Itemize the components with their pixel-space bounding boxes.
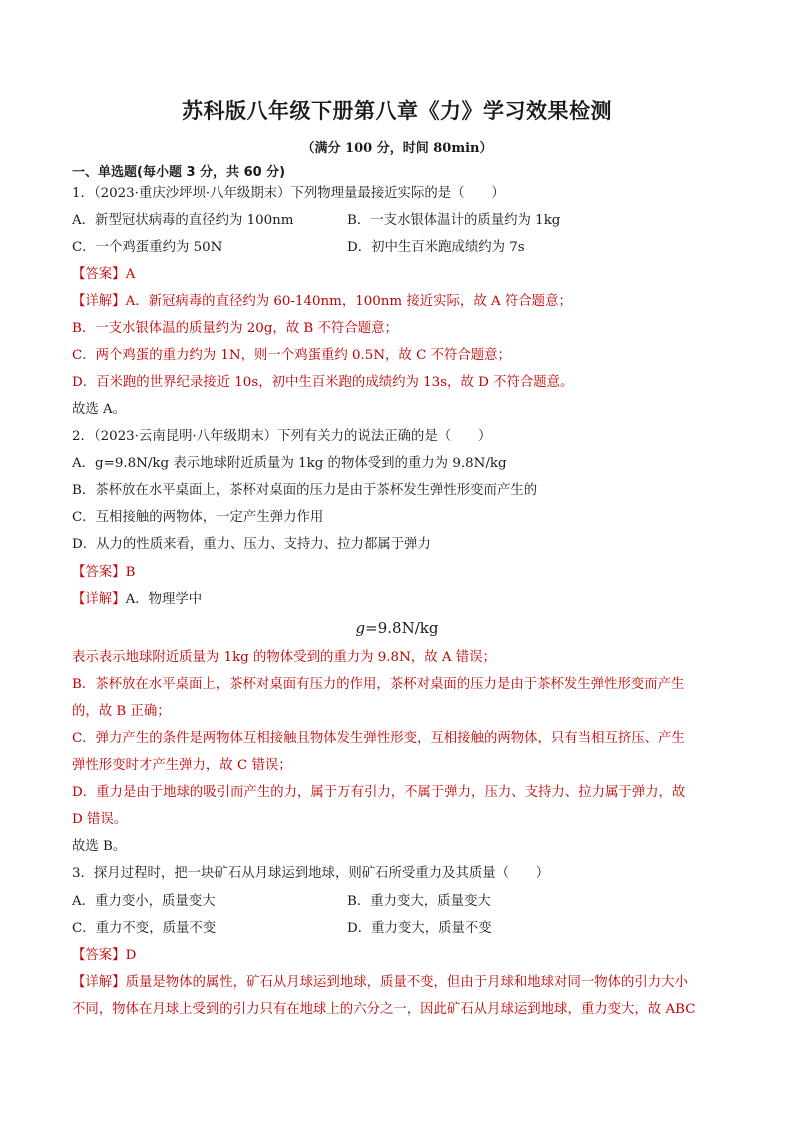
q2-detail-1: 表示表示地球附近质量为 1kg 的物体受到的重力为 9.8N，故 A 错误； xyxy=(72,650,496,665)
q2-detail-2: B．茶杯放在水平桌面上，茶杯对桌面有压力的作用，茶杯对桌面的压力是由于茶杯发生弹性形变而产生 xyxy=(72,677,685,692)
q1-option-c: C．一个鸡蛋重约为 50N xyxy=(72,240,223,255)
q1-detail-c: C．两个鸡蛋的重力约为 1N，则一个鸡蛋重约 0.5N，故 C 不符合题意； xyxy=(72,348,511,363)
q1-answer-value: A xyxy=(125,267,136,282)
q2-stem: 2．（2023·云南昆明·八年级期末）下列有关力的说法正确的是（ ） xyxy=(72,429,492,444)
q2-option-b: B．茶杯放在水平桌面上，茶杯对桌面的压力是由于茶杯发生弹性形变而产生的 xyxy=(72,483,538,498)
q2-detail-3: 的，故 B 正确； xyxy=(72,704,171,719)
detail-tag: 【详解】 xyxy=(72,975,126,990)
q1-option-a: A．新型冠状病毒的直径约为 100nm xyxy=(72,213,294,228)
detail-tag: 【详解】 xyxy=(72,294,126,309)
q1-detail-b: B．一支水银体温的质量约为 20g，故 B 不符合题意； xyxy=(72,321,398,336)
q3-stem: 3．探月过程时，把一块矿石从月球运到地球，则矿石所受重力及其质量（ ） xyxy=(72,866,550,881)
answer-tag: 【答案】 xyxy=(72,565,126,580)
answer-tag: 【答案】 xyxy=(72,948,126,963)
formula-g: g=9.8N/kg xyxy=(355,619,439,637)
q2-detail-6: D．重力是由于地球的吸引而产生的力，属于万有引力，不属于弹力，压力、支持力、拉力属于弹力，故 xyxy=(72,785,686,800)
q1-stem: 1．（2023·重庆沙坪坝·八年级期末）下列物理量最接近实际的是（ ） xyxy=(72,186,505,201)
q3-answer xyxy=(72,946,136,966)
q3-option-c: C．重力不变，质量不变 xyxy=(72,921,217,936)
page-title: 苏科版八年级下册第八章《力》学习效果检测 xyxy=(182,99,612,123)
q3-detail-1: 【详解】质量是物体的属性，矿石从月球运到地球，质量不变，但由于月球和地球对同一物体的引力大小 xyxy=(72,975,688,990)
detail-tag: 【详解】 xyxy=(72,592,126,607)
q3-answer-value: D xyxy=(125,948,137,963)
q1-option-d: D．初中生百米跑成绩约为 7s xyxy=(347,240,525,255)
q1-detail-d: D．百米跑的世界纪录接近 10s，初中生百米跑的成绩约为 13s，故 D 不符合题意。 xyxy=(72,375,574,390)
q3-option-d: D．重力变大，质量不变 xyxy=(347,921,492,936)
q1-option-b: B．一支水银体温计的质量约为 1kg xyxy=(347,213,561,228)
q2-detail-4: C．弹力产生的条件是两物体互相接触且物体发生弹性形变，互相接触的两物体，只有当相互挤压、产生 xyxy=(72,731,685,746)
q2-option-c: C．互相接触的两物体，一定产生弹力作用 xyxy=(72,510,324,525)
q3-option-a: A．重力变小，质量变大 xyxy=(72,894,216,909)
answer-tag: 【答案】 xyxy=(72,267,126,282)
q3-detail-2: 不同，物体在月球上受到的引力只有在地球上的六分之一，因此矿石从月球运到地球，重力变大，故 ABC xyxy=(72,1002,696,1017)
q2-answer xyxy=(72,563,135,583)
q2-detail-intro: 【详解】A．物理学中 xyxy=(72,592,203,607)
q2-answer-value: B xyxy=(125,565,136,580)
q2-option-a: A．g=9.8N/kg 表示地球附近质量为 1kg 的物体受到的重力为 9.8N/kg xyxy=(72,456,507,471)
q2-detail-5: 弹性形变时才产生弹力，故 C 错误； xyxy=(72,758,292,773)
q2-conclusion: 故选 B。 xyxy=(72,839,127,854)
section-heading: 一、单选题(每小题 3 分，共 60 分) xyxy=(72,165,286,180)
q1-answer xyxy=(72,265,135,285)
q1-detail-a: 【详解】A．新冠病毒的直径约为 60-140nm，100nm 接近实际，故 A 符合题意； xyxy=(72,294,572,309)
q3-option-b: B．重力变大，质量变大 xyxy=(347,894,491,909)
q1-conclusion: 故选 A。 xyxy=(72,402,127,417)
page-subtitle: （满分 100 分，时间 80min） xyxy=(301,141,493,156)
q2-detail-7: D 错误。 xyxy=(72,812,128,827)
q2-option-d: D．从力的性质来看，重力、压力、支持力、拉力都属于弹力 xyxy=(72,537,431,552)
